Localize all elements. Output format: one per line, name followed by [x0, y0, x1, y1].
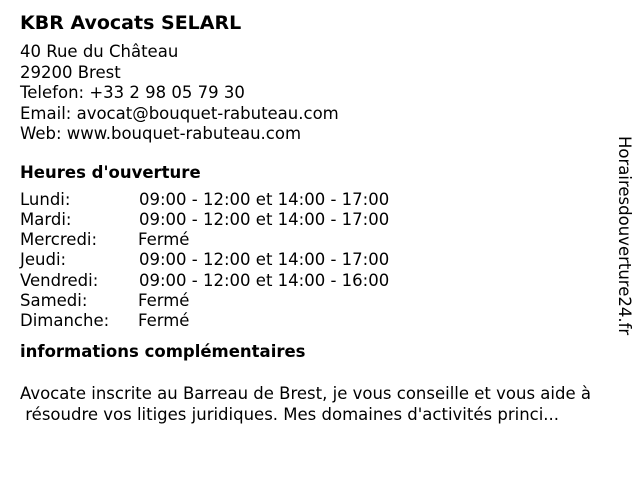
hours-row — [20, 230, 610, 250]
info-description: Avocate inscrite au Barreau de Brest, je vous conseille et vous aide à résoudre vos litiges juridiques. Mes domaines d'activités princi... — [20, 383, 591, 424]
watermark-text: Horairesdouverture24.fr — [615, 136, 634, 336]
hours-row — [20, 271, 610, 291]
hours-row — [20, 250, 610, 270]
day-label: Mercredi: — [20, 230, 98, 250]
day-label: Dimanche: — [20, 311, 110, 331]
day-hours: 09:00 - 12:00 et 14:00 - 16:00 — [139, 270, 390, 290]
info-heading: informations complémentaires — [20, 341, 306, 361]
hours-row — [20, 190, 610, 210]
day-label: Mardi: — [20, 209, 72, 229]
hours-row — [20, 291, 610, 311]
day-hours: Fermé — [138, 290, 190, 310]
phone-line: Telefon: +33 2 98 05 79 30 — [20, 83, 245, 102]
day-label: Samedi: — [20, 290, 88, 310]
day-label: Lundi: — [20, 189, 71, 209]
day-label: Vendredi: — [20, 270, 99, 290]
day-hours: Fermé — [138, 230, 190, 250]
day-hours: 09:00 - 12:00 et 14:00 - 17:00 — [139, 189, 390, 209]
day-hours: 09:00 - 12:00 et 14:00 - 17:00 — [139, 250, 390, 270]
hours-heading: Heures d'ouverture — [20, 162, 201, 182]
web-line: Web: www.bouquet-rabuteau.com — [20, 124, 302, 143]
day-hours: Fermé — [138, 311, 190, 331]
address-city: 29200 Brest — [20, 62, 121, 82]
hours-row — [20, 311, 610, 331]
day-hours: 09:00 - 12:00 et 14:00 - 17:00 — [139, 209, 390, 229]
day-label: Jeudi: — [20, 250, 67, 270]
email-line: Email: avocat@bouquet-rabuteau.com — [20, 103, 339, 123]
contact-block — [20, 42, 610, 145]
business-name: KBR Avocats SELARL — [20, 12, 242, 34]
business-card — [20, 10, 610, 425]
hours-row — [20, 210, 610, 230]
hours-table — [20, 190, 610, 332]
address-street: 40 Rue du Château — [20, 42, 179, 61]
